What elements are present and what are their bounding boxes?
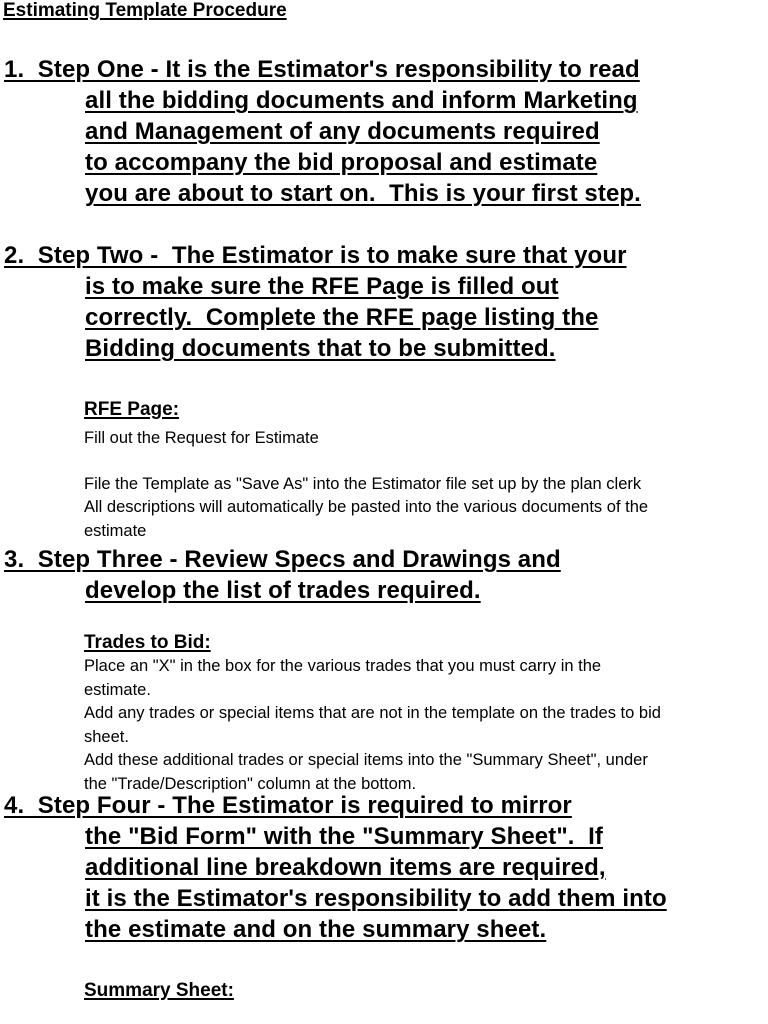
step-one-line-2: all the bidding documents and inform Marketing: [85, 87, 638, 114]
rfe-page-subheading: RFE Page:: [84, 399, 180, 420]
rfe-body-line-4: estimate: [84, 522, 147, 540]
trades-body-line-6: the "Trade/Description" column at the bottom.: [84, 775, 417, 793]
step-one-line-5: you are about to start on. This is your first step.: [85, 180, 641, 207]
step-two-line-4: Bidding documents that to be submitted.: [85, 335, 556, 362]
summary-sheet-subheading: Summary Sheet:: [84, 980, 234, 1001]
step-two-line-1: 2. Step Two - The Estimator is to make sure that your: [4, 242, 627, 269]
step-four-line-3: additional line breakdown items are required,: [85, 854, 606, 881]
step-one-line-1: 1. Step One - It is the Estimator's responsibility to read: [4, 56, 640, 83]
document-title: Estimating Template Procedure: [3, 0, 287, 21]
step-four-line-5: the estimate and on the summary sheet.: [85, 916, 547, 943]
rfe-body-line-3: All descriptions will automatically be pasted into the various documents of the: [84, 498, 649, 516]
rfe-body-line-2: File the Template as "Save As" into the Estimator file set up by the plan clerk: [84, 475, 642, 493]
trades-body-line-2: estimate.: [84, 681, 151, 699]
step-one-line-4: to accompany the bid proposal and estimate: [85, 149, 598, 176]
step-four-line-1: 4. Step Four - The Estimator is required to mirror: [4, 792, 572, 819]
step-three-line-1: 3. Step Three - Review Specs and Drawings and: [4, 546, 561, 573]
trades-body-line-5: Add these additional trades or special items into the "Summary Sheet", under: [84, 751, 648, 769]
step-two-line-2: is to make sure the RFE Page is filled out: [85, 273, 559, 300]
trades-body-line-1: Place an "X" in the box for the various trades that you must carry in the: [84, 657, 602, 675]
trades-to-bid-subheading: Trades to Bid:: [84, 632, 211, 653]
step-one-line-3: and Management of any documents required: [85, 118, 600, 145]
step-two-line-3: correctly. Complete the RFE page listing the: [85, 304, 599, 331]
step-four-line-4: it is the Estimator's responsibility to add them into: [85, 885, 667, 912]
step-three-line-2: develop the list of trades required.: [85, 577, 481, 604]
rfe-body-line-1: Fill out the Request for Estimate: [84, 429, 319, 447]
step-four-line-2: the "Bid Form" with the "Summary Sheet". If: [85, 823, 603, 850]
trades-body-line-3: Add any trades or special items that are not in the template on the trades to bid: [84, 704, 661, 722]
trades-body-line-4: sheet.: [84, 728, 129, 746]
